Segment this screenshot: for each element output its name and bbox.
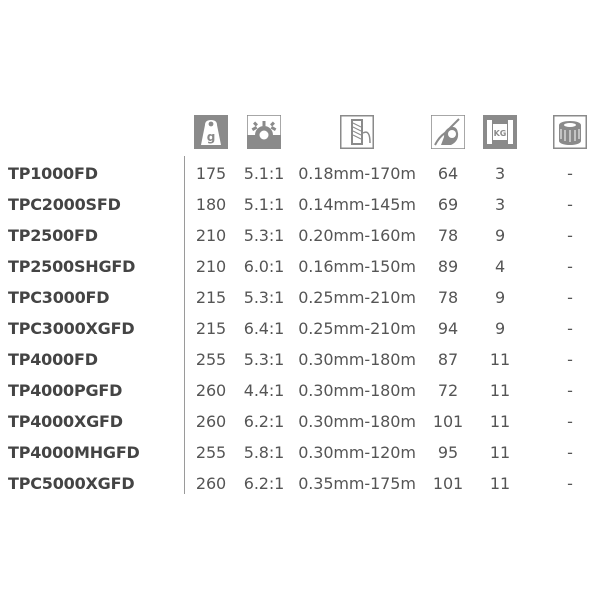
bearings-icon [553,115,587,149]
table-row: TP4000FD 255 5.3:1 0.30mm-180m 87 11 - [0,344,600,375]
spec-header-icons [0,115,600,151]
model-name: TPC3000FD [8,288,110,307]
model-name: TP4000PGFD [8,381,123,400]
table-row: TPC3000FD 215 5.3:1 0.25mm-210m 78 9 - [0,282,600,313]
spec-table [0,158,600,499]
weight-icon [194,115,228,149]
table-row: TP4000PGFD 260 4.4:1 0.30mm-180m 72 11 - [0,375,600,406]
gear-ratio-icon [247,115,281,149]
table-row: TP2500SHGFD 210 6.0:1 0.16mm-150m 89 4 - [0,251,600,282]
table-row: TP4000XGFD 260 6.2:1 0.30mm-180m 101 11 - [0,406,600,437]
table-row: TP1000FD 175 5.1:1 0.18mm-170m 64 3 - [0,158,600,189]
model-name: TP4000MHGFD [8,443,140,462]
model-name: TPC2000SFD [8,195,121,214]
table-row: TPC2000SFD 180 5.1:1 0.14mm-145m 69 3 - [0,189,600,220]
table-row: TP4000MHGFD 255 5.8:1 0.30mm-120m 95 11 - [0,437,600,468]
line-retrieve-icon [431,115,465,149]
weight-glyph: g [206,130,216,144]
table-row: TPC5000XGFD 260 6.2:1 0.35mm-175m 101 11 - [0,468,600,499]
model-name: TP1000FD [8,164,98,183]
drag-glyph: KG [493,129,507,138]
line-capacity-icon [340,115,374,149]
max-drag-icon [483,115,517,149]
model-name: TPC5000XGFD [8,474,135,493]
model-name: TPC3000XGFD [8,319,135,338]
table-row: TP2500FD 210 5.3:1 0.20mm-160m 78 9 - [0,220,600,251]
model-name: TP4000FD [8,350,98,369]
model-name: TP4000XGFD [8,412,123,431]
table-row: TPC3000XGFD 215 6.4:1 0.25mm-210m 94 9 - [0,313,600,344]
model-name: TP2500FD [8,226,98,245]
model-name: TP2500SHGFD [8,257,136,276]
